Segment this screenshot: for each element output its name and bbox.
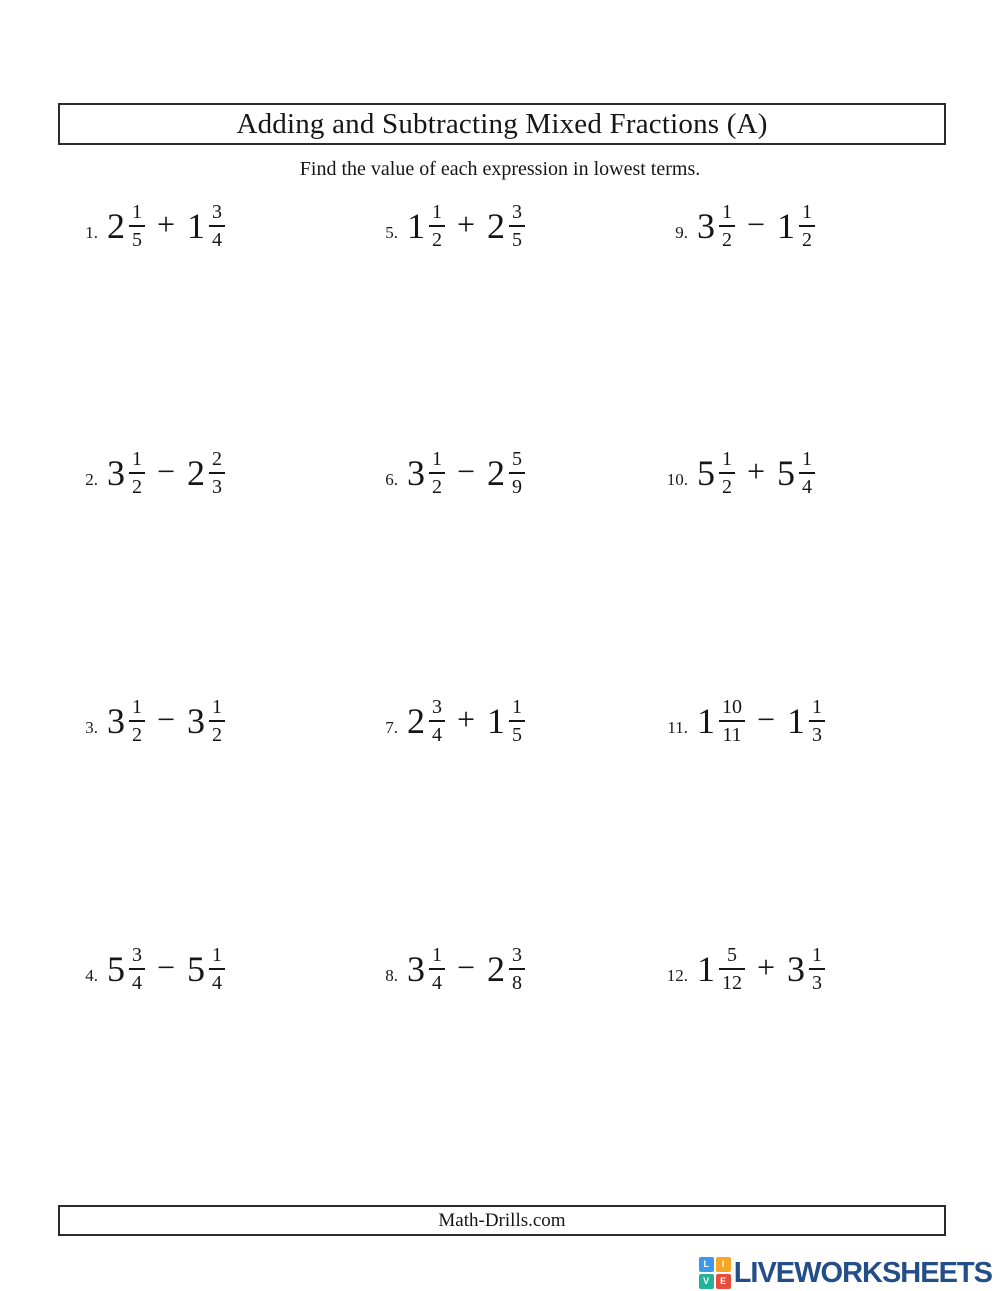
denominator: 2 (432, 476, 442, 498)
whole-number: 3 (187, 701, 206, 741)
denominator: 2 (802, 229, 813, 251)
fraction (809, 945, 825, 993)
operator: + (457, 701, 476, 737)
denominator: 2 (132, 476, 142, 498)
whole-number: 5 (777, 453, 796, 493)
expression (107, 945, 225, 993)
denominator: 3 (212, 476, 223, 498)
problem-5 (360, 180, 525, 272)
problem-number: 10. (666, 470, 688, 489)
numerator: 1 (129, 449, 145, 474)
problem-10 (650, 427, 815, 519)
fraction (429, 202, 445, 250)
numerator: 1 (809, 945, 825, 970)
whole-number: 1 (787, 701, 806, 741)
denominator: 4 (802, 476, 813, 498)
operator: − (757, 701, 776, 737)
liveworksheets-icon (699, 1257, 731, 1289)
logo-square-l: L (699, 1257, 714, 1272)
denominator: 3 (812, 724, 823, 746)
whole-number: 5 (697, 453, 715, 493)
numerator: 1 (509, 697, 525, 722)
expression (107, 202, 225, 250)
expression (407, 945, 525, 993)
problem-1 (60, 180, 225, 272)
problem-2 (60, 427, 225, 519)
operator: − (157, 949, 176, 985)
fraction (429, 697, 445, 745)
numerator: 1 (719, 202, 735, 227)
problem-number: 3. (85, 718, 98, 737)
operator: + (157, 206, 176, 242)
denominator: 2 (212, 724, 223, 746)
denominator: 2 (132, 724, 142, 746)
fraction (129, 449, 145, 497)
denominator: 12 (722, 972, 742, 994)
denominator: 4 (432, 972, 442, 994)
fraction (719, 697, 745, 745)
problem-number: 6. (385, 470, 398, 489)
fraction (719, 202, 735, 250)
worksheet-title: Adding and Subtracting Mixed Fractions (A) (236, 107, 768, 140)
whole-number: 2 (407, 701, 425, 741)
whole-number: 1 (187, 206, 206, 246)
numerator: 1 (129, 697, 145, 722)
fraction (129, 202, 145, 250)
numerator: 3 (509, 945, 525, 970)
fraction (129, 945, 145, 993)
problem-11 (650, 675, 825, 767)
fraction (209, 945, 225, 993)
whole-number: 2 (487, 206, 506, 246)
fraction (129, 697, 145, 745)
fraction (509, 945, 525, 993)
liveworksheets-logo[interactable] (699, 1257, 992, 1289)
numerator: 1 (429, 449, 445, 474)
expression (697, 449, 815, 497)
numerator: 1 (209, 945, 225, 970)
numerator: 5 (719, 945, 745, 970)
logo-square-v: V (699, 1274, 714, 1289)
fraction (809, 697, 825, 745)
problem-number: 7. (385, 718, 398, 737)
problem-3 (60, 675, 225, 767)
numerator: 1 (809, 697, 825, 722)
problem-number: 5. (385, 223, 398, 242)
whole-number: 1 (777, 206, 796, 246)
fraction (209, 449, 225, 497)
numerator: 1 (799, 449, 815, 474)
whole-number: 3 (407, 453, 425, 493)
fraction (799, 202, 815, 250)
denominator: 4 (212, 229, 223, 251)
numerator: 1 (429, 202, 445, 227)
footer-box (58, 1205, 946, 1236)
numerator: 5 (509, 449, 525, 474)
problem-number: 4. (85, 966, 98, 985)
operator: + (747, 453, 766, 489)
problem-number: 12. (666, 966, 688, 985)
fraction (509, 449, 525, 497)
denominator: 5 (512, 229, 523, 251)
whole-number: 5 (107, 949, 125, 989)
problem-number: 1. (85, 223, 98, 242)
problem-8 (360, 923, 525, 1015)
whole-number: 3 (407, 949, 425, 989)
denominator: 8 (512, 972, 523, 994)
whole-number: 3 (107, 453, 125, 493)
problem-number: 11. (667, 718, 688, 737)
problem-number: 2. (85, 470, 98, 489)
denominator: 2 (722, 476, 732, 498)
expression (407, 449, 525, 497)
denominator: 4 (132, 972, 142, 994)
operator: − (747, 206, 766, 242)
denominator: 3 (812, 972, 823, 994)
logo-square-i: I (716, 1257, 731, 1272)
problem-number: 9. (675, 223, 688, 242)
problem-9 (650, 180, 815, 272)
expression (697, 945, 825, 993)
worksheet-title-box (58, 103, 946, 145)
operator: − (157, 701, 176, 737)
whole-number: 2 (187, 453, 206, 493)
denominator: 2 (722, 229, 732, 251)
whole-number: 2 (487, 453, 506, 493)
numerator: 1 (129, 202, 145, 227)
whole-number: 3 (697, 206, 715, 246)
numerator: 1 (719, 449, 735, 474)
whole-number: 1 (697, 701, 715, 741)
whole-number: 2 (107, 206, 125, 246)
liveworksheets-wordmark: LIVEWORKSHEETS (733, 1256, 992, 1289)
problem-4 (60, 923, 225, 1015)
operator: − (157, 453, 176, 489)
denominator: 4 (432, 724, 442, 746)
numerator: 3 (129, 945, 145, 970)
fraction (429, 945, 445, 993)
operator: − (457, 453, 476, 489)
numerator: 3 (429, 697, 445, 722)
numerator: 3 (209, 202, 225, 227)
denominator: 11 (722, 724, 742, 746)
fraction (509, 202, 525, 250)
footer-text: Math-Drills.com (438, 1209, 566, 1231)
denominator: 2 (432, 229, 442, 251)
denominator: 9 (512, 476, 523, 498)
problem-7 (360, 675, 525, 767)
numerator: 3 (509, 202, 525, 227)
expression (407, 202, 525, 250)
expression (407, 697, 525, 745)
numerator: 1 (429, 945, 445, 970)
fraction (429, 449, 445, 497)
problem-12 (650, 923, 825, 1015)
numerator: 10 (719, 697, 745, 722)
whole-number: 1 (407, 206, 425, 246)
whole-number: 5 (187, 949, 206, 989)
fraction (719, 945, 745, 993)
whole-number: 1 (487, 701, 506, 741)
fraction (209, 697, 225, 745)
numerator: 2 (209, 449, 225, 474)
numerator: 1 (799, 202, 815, 227)
expression (107, 697, 225, 745)
operator: − (457, 949, 476, 985)
numerator: 1 (209, 697, 225, 722)
whole-number: 2 (487, 949, 506, 989)
expression (697, 202, 815, 250)
problem-6 (360, 427, 525, 519)
problem-number: 8. (385, 966, 398, 985)
fraction (719, 449, 735, 497)
denominator: 5 (512, 724, 523, 746)
logo-square-e: E (716, 1274, 731, 1289)
expression (107, 449, 225, 497)
denominator: 5 (132, 229, 142, 251)
denominator: 4 (212, 972, 223, 994)
fraction (209, 202, 225, 250)
whole-number: 3 (787, 949, 806, 989)
fraction (509, 697, 525, 745)
whole-number: 3 (107, 701, 125, 741)
fraction (799, 449, 815, 497)
instructions-text: Find the value of each expression in lowest terms. (299, 158, 701, 180)
operator: + (457, 206, 476, 242)
expression (697, 697, 825, 745)
operator: + (757, 949, 776, 985)
whole-number: 1 (697, 949, 715, 989)
